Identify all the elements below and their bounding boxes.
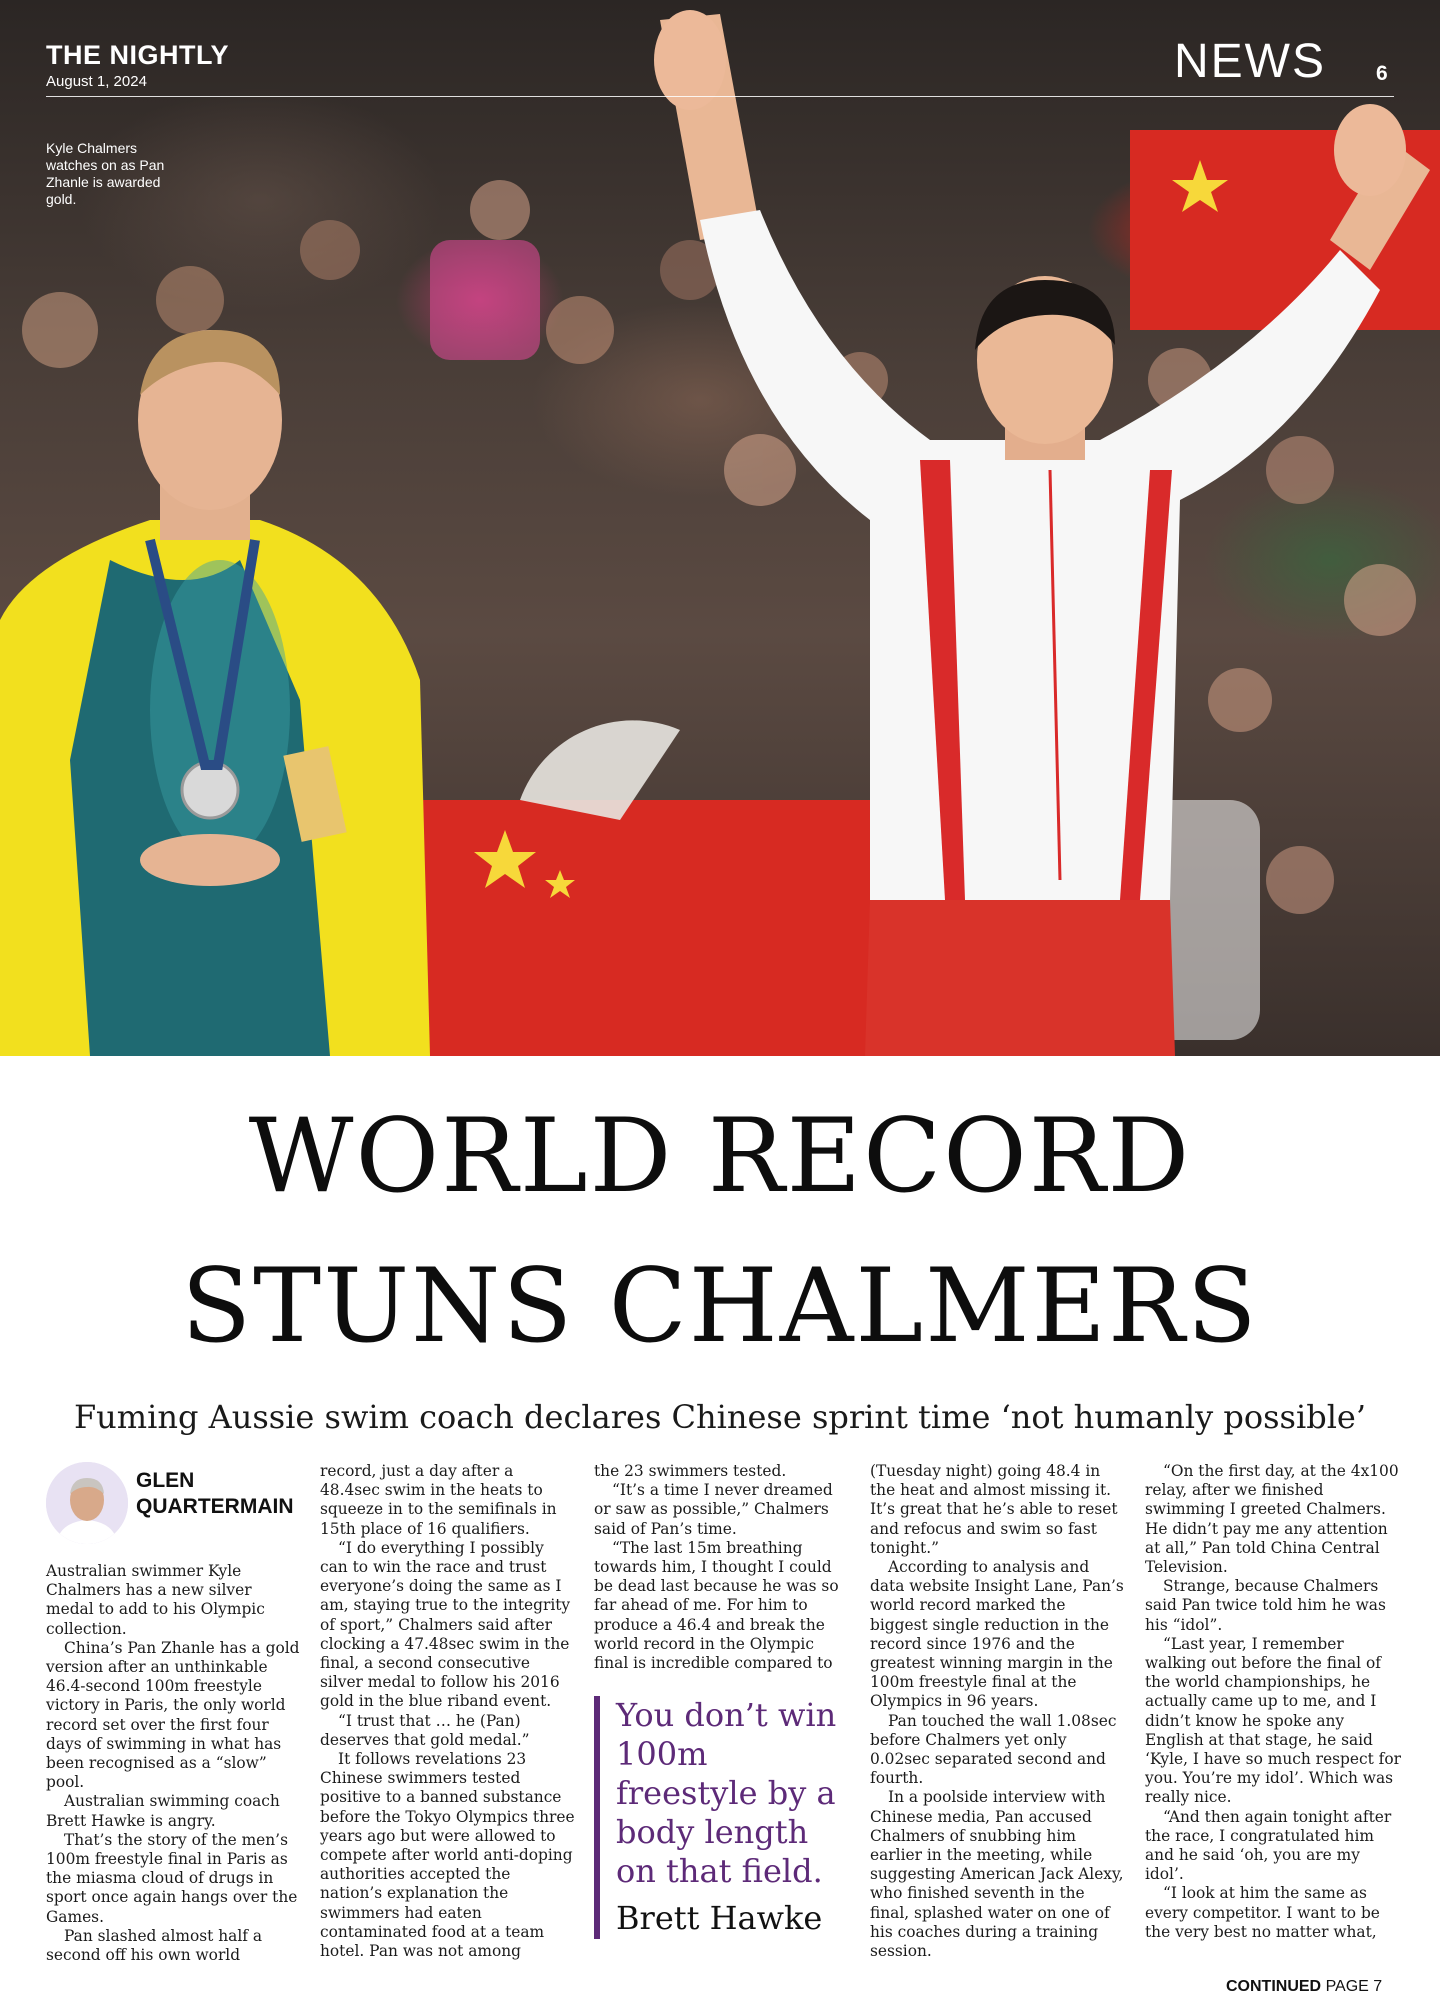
headline — [0, 1082, 1440, 1382]
paragraph: In a poolside interview with Chinese media, Pan accused Chalmers of snubbing him earlier in the meeting, while suggesting American Jack Alexy, who finished seventh in the final, splashed water on one of his coaches during a training session. — [870, 1788, 1124, 1961]
paragraph: Pan touched the wall 1.08sec before Chalmers yet only 0.02sec separated second and fourth. — [870, 1711, 1117, 1788]
paragraph: “I do everything I possibly can to win the race and trust everyone’s doing the same as I am, staying true to the integrity of sport,” Chalmers said after clocking a 47.48sec swim in the final, a second consecutive silver medal to follow his 2016 gold in the blue riband event. — [320, 1538, 571, 1711]
publication-logo: THE NIGHTLY — [46, 40, 230, 70]
photo-caption: Kyle Chalmers watches on as Pan Zhanle is awarded gold. — [46, 140, 165, 207]
paragraph: “It’s a time I never dreamed or saw as possible,” Chalmers said of Pan’s time. — [594, 1481, 833, 1538]
paragraph: Australian swimmer Kyle Chalmers has a new silver medal to add to his Olympic collection. — [46, 1562, 265, 1638]
masthead — [46, 40, 229, 90]
paragraph: “On the first day, at the 4x100 relay, after we finished swimming I greeted Chalmers. He didn’t pay me any attention at all,” Pan told China Central Television. — [1145, 1462, 1399, 1577]
author-avatar — [46, 1462, 128, 1544]
headline-line-2: STUNS CHALMERS — [181, 1247, 1259, 1366]
column-2 — [320, 1462, 576, 1961]
pull-quote-text: You don’t win 100m freestyle by a body length on that field. — [616, 1696, 837, 1890]
paragraph: Australian swimming coach Brett Hawke is angry. — [46, 1792, 280, 1830]
paragraph: the 23 swimmers tested. — [594, 1462, 787, 1480]
paragraph: “Last year, I remember walking out before the final of the world championships, he actually came up to me, and I didn’t know he spoke any English at that stage, he said ‘Kyle, I have so much respect for you. You’re my idol’. Which was really nice. — [1145, 1634, 1401, 1807]
silver-medal — [182, 762, 238, 818]
author-first-name: GLEN — [136, 1469, 195, 1492]
paragraph: That’s the story of the men’s 100m freestyle final in Paris as the miasma cloud of drugs in sport once again hangs over the Games. — [46, 1830, 298, 1926]
paragraph: Strange, because Chalmers said Pan twice told him he was his “idol”. — [1145, 1577, 1386, 1634]
chalmers-figure — [0, 330, 430, 1056]
paragraph: (Tuesday night) going 48.4 in the heat and almost missing it. It’s great that he’s able to reset and refocus and swim so fast tonight.” — [870, 1462, 1118, 1557]
paragraph: Pan slashed almost half a second off his own world — [46, 1926, 263, 1965]
column-3 — [594, 1462, 850, 1673]
paragraph: “The last 15m breathing towards him, I thought I could be dead last because he was so far ahead of me. For him to produce a 46.4 and break the world record in the Olympic final is incredible compared to — [594, 1538, 839, 1673]
section-name: NEWS — [1174, 35, 1326, 88]
headline-line-1: WORLD RECORD — [248, 1097, 1192, 1216]
continued-page: PAGE 7 — [1325, 1978, 1383, 1995]
paragraph: record, just a day after a 48.4sec swim in the heats to squeeze in to the semifinals in 15th place of 16 qualifiers. — [320, 1462, 557, 1538]
pull-quote — [594, 1696, 850, 1939]
pull-quote-attribution: Brett Hawke — [616, 1899, 823, 1937]
header-rule — [46, 96, 1394, 97]
author-name — [136, 1468, 294, 1520]
paragraph: According to analysis and data website Insight Lane, Pan’s world record marked the biggest single reduction in the record since 1976 and the greatest winning margin in the 100m freestyle final at the Olympics in 96 years. — [870, 1558, 1124, 1711]
paragraph: “And then again tonight after the race, I congratulated him and he said ‘oh, you are my idol’. — [1145, 1807, 1392, 1884]
page-number: 6 — [1376, 62, 1388, 85]
byline — [46, 1462, 302, 1562]
continued-link[interactable] — [1226, 1978, 1382, 1996]
paragraph: It follows revelations 23 Chinese swimmers tested positive to a banned substance before the Tokyo Olympics three years ago but were allowed to compete after world anti-doping authorities accepted the nation’s explanation the swimmers had eaten contaminated food at a team hotel. Pan was not among — [320, 1750, 575, 1961]
column-5 — [1145, 1462, 1401, 1942]
subheadline: Fuming Aussie swim coach declares Chinese sprint time ‘not humanly possible’ — [73, 1398, 1367, 1436]
paragraph: China’s Pan Zhanle has a gold version after an unthinkable 46.4-second 100m freestyle victory in Paris, the only world record set over the first four days of swimming in what has been recognised as a “slow” pool. — [46, 1638, 300, 1792]
continued-label: CONTINUED — [1226, 1978, 1322, 1995]
paragraph: “I trust that … he (Pan) deserves that gold medal.” — [320, 1711, 530, 1749]
column-1 — [46, 1462, 302, 1965]
column-4 — [870, 1462, 1126, 1961]
author-last-name: QUARTERMAIN — [136, 1495, 294, 1518]
issue-date: August 1, 2024 — [46, 73, 147, 90]
paragraph: “I look at him the same as every competitor. I want to be the very best no matter what, — [1145, 1884, 1380, 1941]
